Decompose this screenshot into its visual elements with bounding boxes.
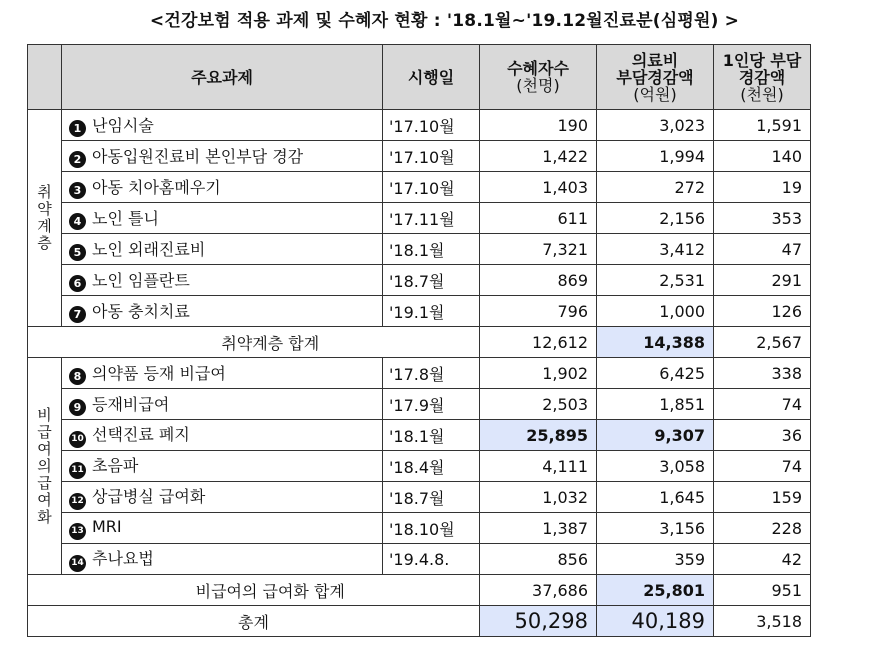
beneficiaries-cell: 7,321 xyxy=(480,234,597,265)
table-row xyxy=(28,451,811,482)
task-name: 난임시술 xyxy=(92,116,154,135)
reduction-cell: 9,307 xyxy=(597,420,714,451)
reduction-cell: 1,994 xyxy=(597,141,714,172)
beneficiaries-cell: 1,032 xyxy=(480,482,597,513)
grand-total-row-reduction: 40,189 xyxy=(597,606,714,637)
date-cell: '18.1월 xyxy=(383,234,480,265)
reduction-cell: 272 xyxy=(597,172,714,203)
per-person-cell: 42 xyxy=(714,544,811,575)
beneficiaries-cell: 856 xyxy=(480,544,597,575)
vulnerable-total-row-per-person: 2,567 xyxy=(714,327,811,358)
group-char: 여 xyxy=(37,490,52,509)
table-row xyxy=(28,420,811,451)
number-badge: 14 xyxy=(69,555,86,572)
per-person-cell: 140 xyxy=(714,141,811,172)
non-covered-total-row xyxy=(28,575,811,606)
beneficiaries-cell: 4,111 xyxy=(480,451,597,482)
vulnerable-total-row-reduction: 14,388 xyxy=(597,327,714,358)
task-cell xyxy=(62,544,383,575)
table-row xyxy=(28,482,811,513)
reduction-cell: 2,531 xyxy=(597,265,714,296)
non-covered-total-row-reduction: 25,801 xyxy=(597,575,714,606)
header-per-person-label-1: 1인당 부담 xyxy=(722,50,802,70)
number-badge: 7 xyxy=(69,306,86,323)
per-person-cell: 74 xyxy=(714,451,811,482)
task-cell xyxy=(62,389,383,420)
vulnerable-total-row xyxy=(28,327,811,358)
header-row xyxy=(28,45,811,110)
task-cell xyxy=(62,451,383,482)
table-row xyxy=(28,296,811,327)
vulnerable-total-row-beneficiaries: 12,612 xyxy=(480,327,597,358)
task-name: 추나요법 xyxy=(92,549,154,568)
task-name: 상급병실 급여화 xyxy=(92,487,206,506)
group-char: 층 xyxy=(37,234,52,252)
date-cell: '18.4월 xyxy=(383,451,480,482)
date-cell: '19.4.8. xyxy=(383,544,480,575)
date-cell: '18.7월 xyxy=(383,265,480,296)
header-beneficiaries xyxy=(480,45,597,110)
task-name: 의약품 등재 비급여 xyxy=(92,364,226,383)
group-char: 화 xyxy=(37,507,52,526)
date-cell: '17.8월 xyxy=(383,358,480,389)
per-person-cell: 126 xyxy=(714,296,811,327)
task-cell xyxy=(62,482,383,513)
task-cell xyxy=(62,513,383,544)
group-char: 급 xyxy=(37,473,52,492)
task-cell xyxy=(62,296,383,327)
table-row xyxy=(28,203,811,234)
beneficiaries-cell: 1,403 xyxy=(480,172,597,203)
header-per-person-unit: (천원) xyxy=(740,84,784,104)
beneficiaries-cell: 1,902 xyxy=(480,358,597,389)
number-badge: 8 xyxy=(69,368,86,385)
group-char: 계 xyxy=(37,217,52,235)
non-covered-total-row-blank xyxy=(28,575,62,606)
task-cell xyxy=(62,110,383,141)
per-person-cell: 228 xyxy=(714,513,811,544)
number-badge: 11 xyxy=(69,462,86,479)
task-cell xyxy=(62,203,383,234)
group-char: 약 xyxy=(37,200,52,218)
table-row xyxy=(28,110,811,141)
header-beneficiaries-unit: (천명) xyxy=(516,76,560,95)
group-char: 급 xyxy=(37,422,52,441)
task-cell xyxy=(62,234,383,265)
group-non-covered xyxy=(28,358,62,575)
table-row xyxy=(28,172,811,203)
number-badge: 5 xyxy=(69,244,86,261)
header-reduction xyxy=(597,45,714,110)
group-vulnerable xyxy=(28,110,62,327)
beneficiaries-cell: 2,503 xyxy=(480,389,597,420)
reduction-cell: 1,000 xyxy=(597,296,714,327)
table-row xyxy=(28,141,811,172)
task-cell xyxy=(62,420,383,451)
task-name: 아동 충치치료 xyxy=(92,302,190,321)
per-person-cell: 338 xyxy=(714,358,811,389)
task-cell xyxy=(62,141,383,172)
header-reduction-label-2: 부담경감액 xyxy=(616,67,694,87)
number-badge: 13 xyxy=(69,523,86,540)
grand-total-row-beneficiaries: 50,298 xyxy=(480,606,597,637)
reduction-cell: 3,023 xyxy=(597,110,714,141)
per-person-cell: 36 xyxy=(714,420,811,451)
task-name: MRI xyxy=(92,516,122,536)
task-cell xyxy=(62,358,383,389)
reduction-cell: 3,412 xyxy=(597,234,714,265)
number-badge: 4 xyxy=(69,213,86,230)
task-name: 노인 틀니 xyxy=(92,209,159,228)
table-row xyxy=(28,265,811,296)
vulnerable-total-row-label: 취약계층 합계 xyxy=(62,327,480,358)
vulnerable-total-row-blank xyxy=(28,327,62,358)
group-char: 취 xyxy=(37,183,52,201)
task-name: 초음파 xyxy=(92,456,139,475)
number-badge: 1 xyxy=(69,120,86,137)
non-covered-total-row-label: 비급여의 급여화 합계 xyxy=(62,575,480,606)
reduction-cell: 359 xyxy=(597,544,714,575)
header-date: 시행일 xyxy=(383,45,480,110)
date-cell: '17.10월 xyxy=(383,141,480,172)
date-cell: '18.1월 xyxy=(383,420,480,451)
date-cell: '18.7월 xyxy=(383,482,480,513)
number-badge: 12 xyxy=(69,493,86,510)
date-cell: '17.9월 xyxy=(383,389,480,420)
group-char: 비 xyxy=(37,405,52,424)
number-badge: 6 xyxy=(69,275,86,292)
per-person-cell: 47 xyxy=(714,234,811,265)
header-corner xyxy=(28,45,62,110)
grand-total-row xyxy=(28,606,811,637)
benefit-table xyxy=(27,44,811,637)
per-person-cell: 353 xyxy=(714,203,811,234)
header-per-person xyxy=(714,45,811,110)
table-row xyxy=(28,544,811,575)
number-badge: 9 xyxy=(69,399,86,416)
date-cell: '17.10월 xyxy=(383,172,480,203)
table-row xyxy=(28,358,811,389)
table-row xyxy=(28,234,811,265)
beneficiaries-cell: 869 xyxy=(480,265,597,296)
reduction-cell: 2,156 xyxy=(597,203,714,234)
task-cell xyxy=(62,265,383,296)
group-char: 의 xyxy=(37,456,52,475)
task-name: 등재비급여 xyxy=(92,395,170,414)
per-person-cell: 74 xyxy=(714,389,811,420)
task-name: 노인 임플란트 xyxy=(92,271,190,290)
reduction-cell: 1,645 xyxy=(597,482,714,513)
header-reduction-unit: (억원) xyxy=(633,84,677,104)
header-per-person-label-2: 경감액 xyxy=(738,67,786,87)
reduction-cell: 1,851 xyxy=(597,389,714,420)
table-row xyxy=(28,513,811,544)
date-cell: '17.11월 xyxy=(383,203,480,234)
number-badge: 2 xyxy=(69,151,86,168)
task-cell xyxy=(62,172,383,203)
per-person-cell: 1,591 xyxy=(714,110,811,141)
reduction-cell: 3,156 xyxy=(597,513,714,544)
header-task: 주요과제 xyxy=(62,45,383,110)
grand-total-row-per-person: 3,518 xyxy=(714,606,811,637)
date-cell: '17.10월 xyxy=(383,110,480,141)
number-badge: 3 xyxy=(69,182,86,199)
non-covered-total-row-per-person: 951 xyxy=(714,575,811,606)
table-row xyxy=(28,389,811,420)
reduction-cell: 3,058 xyxy=(597,451,714,482)
number-badge: 10 xyxy=(69,431,86,448)
beneficiaries-cell: 1,387 xyxy=(480,513,597,544)
beneficiaries-cell: 796 xyxy=(480,296,597,327)
task-name: 선택진료 폐지 xyxy=(92,425,190,444)
per-person-cell: 19 xyxy=(714,172,811,203)
date-cell: '18.10월 xyxy=(383,513,480,544)
table-title: <건강보험 적용 과제 및 수혜자 현황 : '18.1월~'19.12월진료분(심평원) > xyxy=(149,11,740,31)
beneficiaries-cell: 190 xyxy=(480,110,597,141)
header-reduction-label-1: 의료비 xyxy=(631,50,679,70)
beneficiaries-cell: 25,895 xyxy=(480,420,597,451)
task-name: 아동입원진료비 본인부담 경감 xyxy=(92,147,304,166)
per-person-cell: 291 xyxy=(714,265,811,296)
task-name: 노인 외래진료비 xyxy=(92,240,206,259)
header-beneficiaries-label: 수혜자수 xyxy=(507,59,569,78)
reduction-cell: 6,425 xyxy=(597,358,714,389)
date-cell: '19.1월 xyxy=(383,296,480,327)
group-char: 여 xyxy=(37,439,52,458)
non-covered-total-row-beneficiaries: 37,686 xyxy=(480,575,597,606)
beneficiaries-cell: 611 xyxy=(480,203,597,234)
per-person-cell: 159 xyxy=(714,482,811,513)
beneficiaries-cell: 1,422 xyxy=(480,141,597,172)
task-name: 아동 치아홈메우기 xyxy=(92,178,221,197)
grand-total-row-label: 총계 xyxy=(28,606,480,637)
